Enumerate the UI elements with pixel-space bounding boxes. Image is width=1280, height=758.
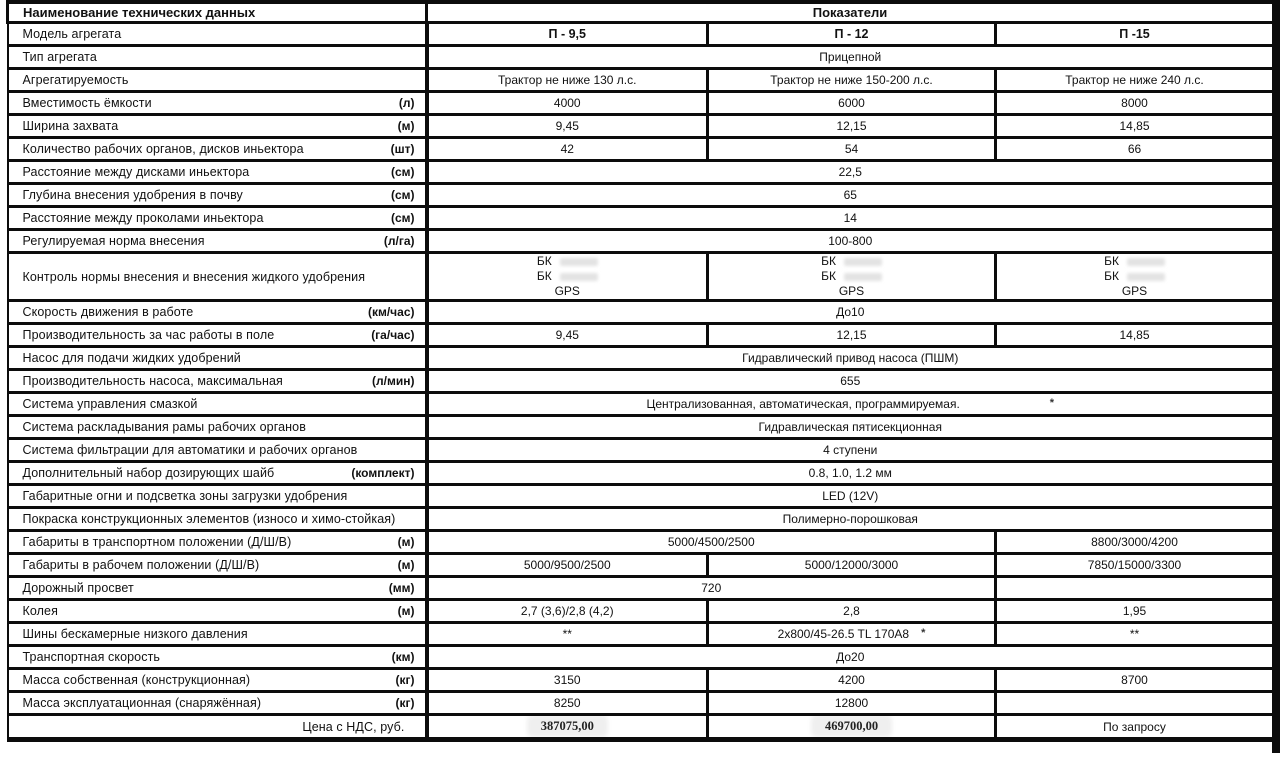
- spec-value-cell: [427, 46, 1274, 69]
- spec-value-cell: [708, 115, 996, 138]
- spec-label-cell: [8, 253, 427, 301]
- spec-label: Количество рабочих органов, дисков иньектора: [22, 142, 304, 156]
- spec-value: 12800: [834, 696, 869, 710]
- spec-value: 9,45: [555, 119, 579, 133]
- spec-value-cell: [427, 577, 996, 600]
- spec-value-cell: [996, 531, 1274, 554]
- table-row: [8, 508, 1274, 531]
- spec-value: Централизованная, автоматическая, программируемая.: [646, 397, 960, 411]
- header-values-column: Показатели: [427, 2, 1274, 23]
- smudge: [844, 273, 882, 281]
- spec-value-cell: [427, 253, 708, 301]
- table-row: [8, 23, 1274, 46]
- spec-value-cell: [708, 692, 996, 715]
- smudge: [560, 273, 598, 281]
- spec-value: 12,15: [836, 119, 867, 133]
- table-row: [8, 324, 1274, 347]
- spec-label: Дополнительный набор дозирующих шайб: [22, 466, 275, 480]
- smudge: [1127, 258, 1165, 266]
- spec-label: Габаритные огни и подсветка зоны загрузки удобрения: [22, 489, 348, 503]
- spec-value: 655: [840, 374, 861, 388]
- spec-value: GPS: [554, 284, 580, 298]
- spec-value-cell: [708, 623, 996, 646]
- spec-value-cell: [996, 253, 1274, 301]
- table-row: [8, 692, 1274, 715]
- table-row: [8, 577, 1274, 600]
- spec-label: Расстояние между дисками иньектора: [22, 165, 250, 179]
- spec-value: По запросу: [1103, 719, 1166, 734]
- spec-label-cell: [8, 554, 427, 577]
- spec-label: Масса эксплуатационная (снаряжённая): [22, 696, 262, 710]
- smudge: [844, 258, 882, 266]
- spec-value: Трактор не ниже 240 л.с.: [1065, 73, 1204, 87]
- spec-label: Колея: [22, 604, 58, 618]
- spec-label-cell: [8, 23, 427, 46]
- spec-value: **: [1129, 627, 1140, 641]
- spec-value: П - 9,5: [548, 27, 586, 41]
- spec-unit: (мм): [388, 581, 415, 595]
- table-row: [8, 92, 1274, 115]
- spec-value-cell: [427, 462, 1274, 485]
- spec-value: 42: [560, 142, 574, 156]
- spec-value-cell: [708, 669, 996, 692]
- spec-value-cell: [996, 623, 1274, 646]
- spec-value-cell: [427, 646, 1274, 669]
- table-row: [8, 230, 1274, 253]
- spec-label-cell: [8, 692, 427, 715]
- spec-value: БК: [1104, 254, 1119, 268]
- spec-value-cell: [427, 115, 708, 138]
- spec-label: Ширина захвата: [22, 119, 119, 133]
- spec-value: 100-800: [828, 234, 873, 248]
- spec-unit: (л/га): [383, 234, 415, 248]
- spec-value-cell: [996, 692, 1274, 715]
- spec-label: Модель агрегата: [22, 27, 122, 41]
- spec-value-cell: [427, 347, 1274, 370]
- spec-value-cell: [427, 161, 1274, 184]
- footnote-asterisk: *: [921, 627, 926, 639]
- spec-value-cell: [996, 92, 1274, 115]
- spec-value: 2,8: [843, 604, 860, 618]
- spec-value-cell: [996, 138, 1274, 161]
- spec-value: 3150: [553, 673, 581, 687]
- spec-value-cell: [427, 416, 1274, 439]
- table-row: [8, 600, 1274, 623]
- spec-value: До20: [836, 650, 865, 664]
- spec-label-cell: [8, 462, 427, 485]
- spec-value-cell: [427, 184, 1274, 207]
- spec-unit: (км/час): [367, 305, 415, 319]
- spec-value: БК: [821, 254, 836, 268]
- smudge: [1127, 273, 1165, 281]
- spec-value-cell: [708, 554, 996, 577]
- spec-value-cell: [708, 600, 996, 623]
- spec-value: 5000/12000/3000: [804, 558, 899, 572]
- spec-label-cell: [8, 485, 427, 508]
- spec-label: Производительность за час работы в поле: [22, 328, 275, 342]
- spec-value: 2x800/45-26.5 TL 170A8: [777, 627, 910, 641]
- spec-unit: (см): [390, 165, 415, 179]
- spec-label-cell: [8, 416, 427, 439]
- spec-value: До10: [836, 305, 865, 319]
- spec-value-cell: [427, 531, 996, 554]
- spec-label-cell: [8, 439, 427, 462]
- footnote-asterisk: *: [1049, 397, 1055, 409]
- spec-value: Полимерно-порошковая: [782, 512, 918, 526]
- table-row: [8, 646, 1274, 669]
- spec-label-cell: [8, 715, 427, 740]
- spec-unit: (см): [390, 211, 415, 225]
- spec-label-cell: [8, 623, 427, 646]
- spec-value: 8800/3000/4200: [1091, 535, 1178, 549]
- spec-value-cell: [427, 69, 708, 92]
- spec-label: Система фильтрации для автоматики и рабочих органов: [22, 443, 358, 457]
- spec-value-cell: [996, 669, 1274, 692]
- spec-value-cell: [708, 69, 996, 92]
- spec-label-cell: [8, 370, 427, 393]
- spec-value: Трактор не ниже 130 л.с.: [498, 73, 637, 87]
- spec-label: Тип агрегата: [22, 50, 97, 64]
- header-name-column: Наименование технических данных: [8, 2, 427, 23]
- spec-label: Глубина внесения удобрения в почву: [22, 188, 243, 202]
- spec-label: Система раскладывания рамы рабочих органов: [22, 420, 306, 434]
- spec-value-cell: [708, 715, 996, 740]
- spec-value: 65: [843, 188, 857, 202]
- spec-label-cell: [8, 138, 427, 161]
- table-row: [8, 416, 1274, 439]
- spec-value: 5000/9500/2500: [523, 558, 611, 572]
- spec-value: Гидравлический привод насоса (ПШМ): [742, 351, 959, 365]
- spec-value-cell: [427, 301, 1274, 324]
- table-row: [8, 462, 1274, 485]
- spec-label-cell: [8, 184, 427, 207]
- table-row: [8, 485, 1274, 508]
- spec-unit: (л): [398, 96, 415, 110]
- spec-label-cell: [8, 69, 427, 92]
- table-row: [8, 531, 1274, 554]
- spec-value-cell: [427, 439, 1274, 462]
- spec-value: П -15: [1119, 27, 1150, 41]
- spec-value: 66: [1127, 142, 1142, 156]
- spec-label-cell: [8, 577, 427, 600]
- spec-label: Регулируемая норма внесения: [22, 234, 205, 248]
- spec-value-cell: [708, 92, 996, 115]
- spec-unit: (м): [397, 604, 415, 618]
- spec-label-cell: [8, 92, 427, 115]
- spec-value: GPS: [1121, 284, 1148, 298]
- spec-value-cell: [708, 324, 996, 347]
- spec-label: Шины бескамерные низкого давления: [22, 627, 248, 641]
- spec-label: Система управления смазкой: [22, 397, 198, 411]
- spec-value: GPS: [838, 284, 865, 298]
- table-row: [8, 207, 1274, 230]
- spec-value-cell: [996, 600, 1274, 623]
- spec-label-cell: [8, 508, 427, 531]
- spec-value: 2,7 (3,6)/2,8 (4,2): [520, 604, 614, 618]
- spec-value-cell: [427, 393, 1274, 416]
- spec-value: Трактор не ниже 150-200 л.с.: [770, 73, 933, 87]
- spec-value-cell: [427, 715, 708, 740]
- spec-value-cell: [708, 23, 996, 46]
- spec-label-cell: [8, 347, 427, 370]
- table-row: [8, 69, 1274, 92]
- spec-unit: (м): [397, 558, 415, 572]
- spec-unit: (кг): [395, 673, 415, 687]
- spec-value-cell: [427, 600, 708, 623]
- spec-value: LED (12V): [822, 489, 879, 503]
- spec-label: Габариты в транспортном положении (Д/Ш/В): [22, 535, 292, 549]
- spec-value-cell: [427, 623, 708, 646]
- spec-value: 5000/4500/2500: [667, 535, 755, 549]
- spec-value: 7850/15000/3300: [1087, 558, 1182, 572]
- spec-value: Прицепной: [819, 50, 882, 64]
- spec-label: Покраска конструкционных элементов (износо и химо-стойкая): [22, 512, 396, 526]
- spec-unit: (шт): [390, 142, 415, 156]
- right-border-bar: [1272, 0, 1280, 753]
- spec-value: 0.8, 1.0, 1.2 мм: [808, 466, 892, 480]
- table-row: [8, 347, 1274, 370]
- spec-value: 469700,00: [815, 719, 888, 733]
- spec-unit: (л/мин): [372, 374, 415, 388]
- spec-value: 4000: [553, 96, 581, 110]
- spec-value: 4 ступени: [823, 443, 878, 457]
- spec-value: 8000: [1121, 96, 1148, 110]
- table-row: [8, 554, 1274, 577]
- table-row: [8, 253, 1274, 301]
- spec-label-cell: [8, 531, 427, 554]
- spec-label: Масса собственная (конструкционная): [22, 673, 251, 687]
- spec-label: Расстояние между проколами иньектора: [22, 211, 264, 225]
- spec-value-cell: [427, 370, 1274, 393]
- spec-label-cell: [8, 324, 427, 347]
- spec-value-cell: [427, 669, 708, 692]
- table-row: [8, 115, 1274, 138]
- spec-value-cell: [427, 554, 708, 577]
- spec-value: БК: [1104, 269, 1119, 283]
- spec-value-cell: [427, 230, 1274, 253]
- spec-label: Контроль нормы внесения и внесения жидкого удобрения: [22, 269, 366, 284]
- header-row: [8, 2, 1274, 23]
- spec-label-cell: [8, 230, 427, 253]
- spec-value-cell: [996, 23, 1274, 46]
- table-row: [8, 301, 1274, 324]
- table-row: [8, 669, 1274, 692]
- spec-unit: (га/час): [371, 328, 415, 342]
- spec-label-cell: [8, 301, 427, 324]
- spec-unit: (м): [397, 535, 415, 549]
- table-row: [8, 439, 1274, 462]
- spec-value-cell: [427, 324, 708, 347]
- spec-value: 9,45: [555, 328, 579, 342]
- spec-value: 14,85: [1119, 328, 1150, 342]
- spec-value: 1,95: [1122, 604, 1147, 618]
- spec-value: 4200: [838, 673, 865, 687]
- spec-label: Цена с НДС, руб.: [302, 719, 405, 734]
- spec-label: Производительность насоса, максимальная: [22, 374, 283, 388]
- spec-value-cell: [427, 692, 708, 715]
- spec-label: Транспортная скорость: [22, 650, 161, 664]
- spec-value-cell: [996, 577, 1274, 600]
- spec-value: 8250: [553, 696, 581, 710]
- spec-value: БК: [536, 254, 552, 268]
- spec-value: **: [562, 627, 572, 641]
- spec-value-cell: [996, 69, 1274, 92]
- table-row: [8, 715, 1274, 740]
- table-row: [8, 184, 1274, 207]
- table-row: [8, 370, 1274, 393]
- spec-value-cell: [996, 115, 1274, 138]
- spec-value: 14,85: [1119, 119, 1150, 133]
- spec-label-cell: [8, 46, 427, 69]
- spec-label-cell: [8, 207, 427, 230]
- table-row: [8, 138, 1274, 161]
- spec-value-cell: [427, 23, 708, 46]
- spec-label: Вместимость ёмкости: [22, 96, 152, 110]
- spec-value-cell: [996, 715, 1274, 740]
- spec-unit: (см): [390, 188, 415, 202]
- spec-label: Дорожный просвет: [22, 581, 134, 595]
- spec-value-cell: [708, 253, 996, 301]
- table-row: [8, 393, 1274, 416]
- spec-value-cell: [996, 554, 1274, 577]
- spec-label: Габариты в рабочем положении (Д/Ш/В): [22, 558, 260, 572]
- spec-unit: (км): [391, 650, 415, 664]
- spec-value-cell: [427, 485, 1274, 508]
- spec-label-cell: [8, 393, 427, 416]
- spec-label: Агрегатируемость: [22, 73, 129, 87]
- spec-value-cell: [996, 324, 1274, 347]
- table-row: [8, 161, 1274, 184]
- spec-value: 6000: [838, 96, 865, 110]
- smudge: [560, 258, 598, 266]
- spec-unit: (кг): [395, 696, 415, 710]
- table-row: [8, 623, 1274, 646]
- spec-unit: (комплект): [351, 466, 415, 480]
- table-row: [8, 46, 1274, 69]
- spec-value-cell: [708, 138, 996, 161]
- spec-value: БК: [536, 269, 552, 283]
- spec-label: Насос для подачи жидких удобрений: [22, 351, 241, 365]
- spec-value: 14: [843, 211, 857, 225]
- spec-label-cell: [8, 115, 427, 138]
- spec-unit: (м): [397, 119, 415, 133]
- spec-value: 12,15: [836, 328, 867, 342]
- spec-value: 720: [701, 581, 722, 595]
- spec-value: 54: [844, 142, 859, 156]
- spec-table: [6, 0, 1275, 742]
- spec-value-cell: [427, 207, 1274, 230]
- spec-label: Скорость движения в работе: [22, 305, 194, 319]
- spec-value: 387075,00: [531, 719, 604, 733]
- spec-label-cell: [8, 161, 427, 184]
- spec-value-cell: [427, 92, 708, 115]
- spec-label-cell: [8, 669, 427, 692]
- spec-value: БК: [821, 269, 836, 283]
- spec-value: Гидравлическая пятисекционная: [758, 420, 942, 434]
- spec-value-cell: [427, 138, 708, 161]
- spec-value-cell: [427, 508, 1274, 531]
- spec-value: П - 12: [834, 27, 869, 41]
- spec-label-cell: [8, 646, 427, 669]
- spec-value: 8700: [1121, 673, 1148, 687]
- spec-label-cell: [8, 600, 427, 623]
- spec-value: 22,5: [838, 165, 862, 179]
